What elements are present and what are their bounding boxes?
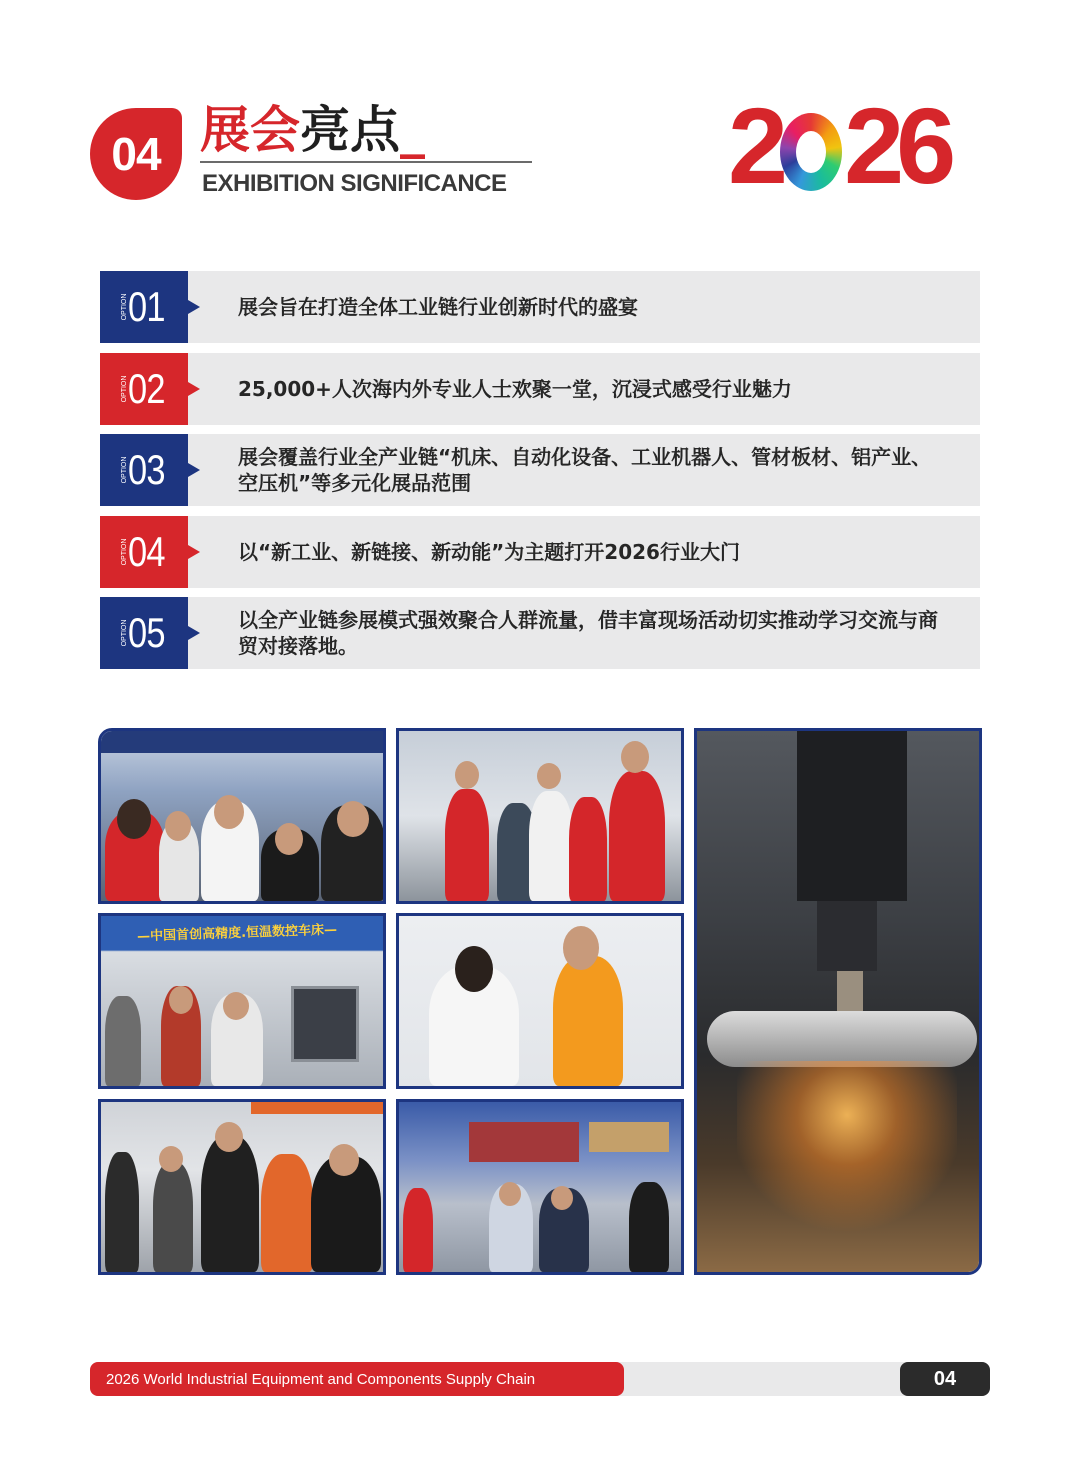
photo-staff-discussion bbox=[396, 728, 684, 904]
year-logo-left: 2 bbox=[728, 85, 781, 206]
option-row-5 bbox=[100, 597, 980, 669]
title-divider bbox=[200, 161, 532, 163]
photo-exhibition-hall bbox=[396, 1099, 684, 1275]
option-label: OPTION bbox=[120, 293, 128, 321]
option-text: 25,000+人次海内外专业人士欢聚一堂，沉浸式感受行业魅力 bbox=[238, 377, 792, 401]
photo-cnc-lathe-booth bbox=[98, 913, 386, 1089]
photo-booth-crowd bbox=[98, 1099, 386, 1275]
arrow-right-icon bbox=[188, 626, 200, 640]
arrow-right-icon bbox=[188, 463, 200, 477]
photo-presenter-talk bbox=[396, 913, 684, 1089]
arrow-right-icon bbox=[188, 545, 200, 559]
option-row-1 bbox=[100, 271, 980, 343]
option-text: 展会旨在打造全体工业链行业创新时代的盛宴 bbox=[238, 295, 638, 319]
page-title bbox=[200, 100, 425, 160]
page-number: 04 bbox=[900, 1362, 990, 1396]
arrow-right-icon bbox=[188, 300, 200, 314]
option-label: OPTION bbox=[120, 456, 128, 484]
option-tag bbox=[100, 353, 188, 425]
page-subtitle: EXHIBITION SIGNIFICANCE bbox=[202, 170, 507, 197]
option-tag bbox=[100, 597, 188, 669]
option-label: OPTION bbox=[120, 538, 128, 566]
option-number: 01 bbox=[128, 283, 165, 330]
year-logo-right: 26 bbox=[844, 85, 949, 206]
option-row-3 bbox=[100, 434, 980, 506]
option-text: 展会覆盖行业全产业链“机床、自动化设备、工业机器人、管材板材、铝产业、空压机”等多元化展品范围 bbox=[238, 445, 932, 495]
option-tag bbox=[100, 434, 188, 506]
option-label: OPTION bbox=[120, 619, 128, 647]
option-text: 以全产业链参展模式强效聚合人群流量，借丰富现场活动切实推动学习交流与商贸对接落地。 bbox=[238, 608, 938, 658]
year-logo bbox=[728, 85, 978, 206]
option-tag bbox=[100, 516, 188, 588]
photo-laser-cutting-sparks bbox=[694, 728, 982, 1275]
option-row-2 bbox=[100, 353, 980, 425]
footer-event-name: 2026 World Industrial Equipment and Components Supply Chain bbox=[90, 1362, 624, 1396]
title-cursor: _ bbox=[400, 101, 425, 159]
option-tag bbox=[100, 271, 188, 343]
booth-banner-text: —中国首创高精度.恒温数控车床— bbox=[136, 922, 338, 945]
title-highlight: 展会 bbox=[200, 101, 300, 159]
option-row-4 bbox=[100, 516, 980, 588]
arrow-right-icon bbox=[188, 382, 200, 396]
option-label: OPTION bbox=[120, 375, 128, 403]
title-rest: 亮点 bbox=[300, 101, 400, 159]
rainbow-ring-icon bbox=[780, 113, 842, 191]
option-number: 02 bbox=[128, 365, 165, 412]
option-text: 以“新工业、新链接、新动能”为主题打开2026行业大门 bbox=[238, 540, 740, 564]
option-number: 05 bbox=[128, 609, 165, 656]
section-number-badge: 04 bbox=[90, 108, 182, 200]
option-number: 04 bbox=[128, 528, 165, 575]
option-number: 03 bbox=[128, 446, 165, 493]
photo-exhibition-booth-visitors bbox=[98, 728, 386, 904]
